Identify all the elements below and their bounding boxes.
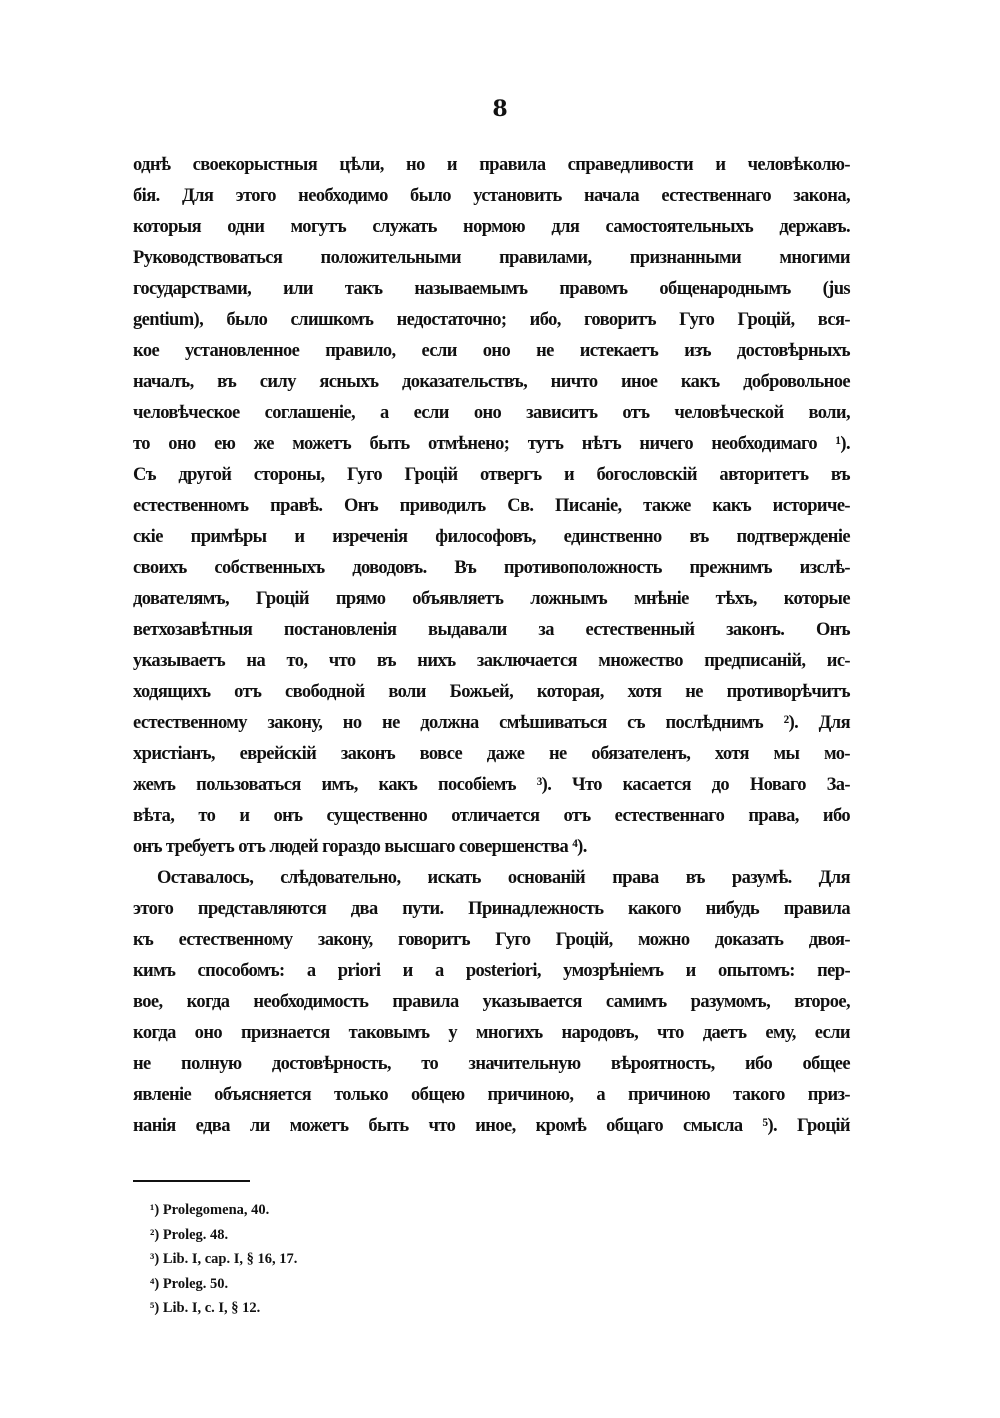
footnote-mark: ⁴) (150, 1275, 160, 1292)
footnote (150, 1296, 297, 1321)
text-line: gentium), было слишкомъ недостаточно; ибо, говоритъ Гуго Гроцій, вся- (133, 310, 850, 330)
footnote-text: Proleg. 50. (162, 1275, 229, 1292)
footnote-text: Lib. I, cap. I, § 16, 17. (162, 1251, 298, 1267)
footnote-mark: ⁵) (150, 1300, 160, 1316)
footnote-text: Lib. I, c. I, § 12. (162, 1300, 261, 1316)
text-line: естественному закону, но не должна смѣшиваться съ послѣднимъ ²). Для (133, 713, 850, 733)
footnote-text: Prolegomena, 40. (162, 1202, 270, 1218)
text-line: дователямъ, Гроцій прямо объявляетъ ложнымъ мнѣніе тѣхъ, которые (133, 589, 850, 609)
text-line: кимъ способомъ: a priori и a posteriori, умозрѣніемъ и опытомъ: пер- (133, 961, 850, 981)
text-line: вое, когда необходимость правила указывается самимъ разумомъ, второе, (133, 992, 850, 1012)
text-line: своихъ собственныхъ доводовъ. Въ противоположность прежнимъ изслѣ- (133, 558, 850, 578)
text-line: когда оно признается таковымъ у многихъ народовъ, что даетъ ему, если (133, 1023, 850, 1043)
text-line: христіанъ, еврейскій законъ вовсе даже не обязателенъ, хотя мы мо- (133, 744, 850, 764)
text-line: кое установленное правило, если оно не истекаетъ изъ достовѣрныхъ (133, 341, 850, 361)
text-line: скіе примѣры и изреченія философовъ, единственно въ подтвержденіе (133, 527, 850, 547)
text-line: ветхозавѣтныя постановленія выдавали за естественный законъ. Онъ (133, 620, 850, 640)
text-line: не полную достовѣрность, то значительную вѣроятность, ибо общее (133, 1054, 850, 1074)
text-line: нанія едва ли можетъ быть что иное, кромѣ общаго смысла ⁵). Гроцій (133, 1116, 850, 1136)
footnotes (150, 1198, 297, 1321)
footnote (150, 1247, 297, 1272)
body-text (133, 150, 850, 1142)
text-line: Оставалось, слѣдовательно, искать основаній права въ разумѣ. Для (157, 868, 850, 888)
footnote-mark: ¹) (150, 1202, 160, 1218)
text-line: Руководствоваться положительными правилами, признанными многими (133, 248, 850, 268)
text-line: явленіе объясняется только общею причиною, а причиною такого приз- (133, 1085, 850, 1105)
footnote-mark: ³) (150, 1251, 160, 1267)
text-line: указываетъ на то, что въ нихъ заключается множество предписаній, ис- (133, 651, 850, 671)
footnote-rule (133, 1180, 250, 1182)
text-line: Съ другой стороны, Гуго Гроцій отвергъ и богословскій авторитетъ въ (133, 465, 850, 485)
text-line: онъ требуетъ отъ людей гораздо высшаго совершенства ⁴). (133, 837, 587, 857)
text-line: то оно ею же можетъ быть отмѣнено; тутъ нѣтъ ничего необходимаго ¹). (133, 434, 850, 454)
footnote-mark: ²) (150, 1226, 160, 1243)
text-line: человѣческое соглашеніе, а если оно зависитъ отъ человѣческой воли, (133, 403, 850, 423)
footnote (150, 1223, 297, 1248)
text-line: естественномъ правѣ. Онъ приводилъ Св. Писаніе, также какъ историче- (133, 496, 850, 516)
text-line: началъ, въ силу ясныхъ доказательствъ, ничто иное какъ добровольное (133, 372, 850, 392)
text-line: къ естественному закону, говоритъ Гуго Гроцій, можно доказать двоя- (133, 930, 850, 950)
text-line: бія. Для этого необходимо было установить начала естественнаго закона, (133, 186, 850, 206)
page-number: 8 (492, 96, 508, 122)
footnote (150, 1272, 297, 1297)
text-line: вѣта, то и онъ существенно отличается отъ естественнаго права, ибо (133, 806, 850, 826)
text-line: однѣ своекорыстныя цѣли, но и правила справедливости и человѣколю- (133, 155, 850, 175)
text-line: этого представляются два пути. Принадлежность какого нибудь правила (133, 899, 850, 919)
text-line: государствами, или такъ называемымъ правомъ общенароднымъ (jus (133, 279, 850, 299)
footnote-text: Proleg. 48. (162, 1226, 229, 1243)
text-line: жемъ пользоваться имъ, какъ пособіемъ ³). Что касается до Новаго За- (133, 775, 850, 795)
text-line: ходящихъ отъ свободной воли Божьей, которая, хотя не противорѣчитъ (133, 682, 850, 702)
text-line: которыя одни могутъ служать нормою для самостоятельныхъ державъ. (133, 217, 850, 237)
footnote (150, 1198, 297, 1223)
